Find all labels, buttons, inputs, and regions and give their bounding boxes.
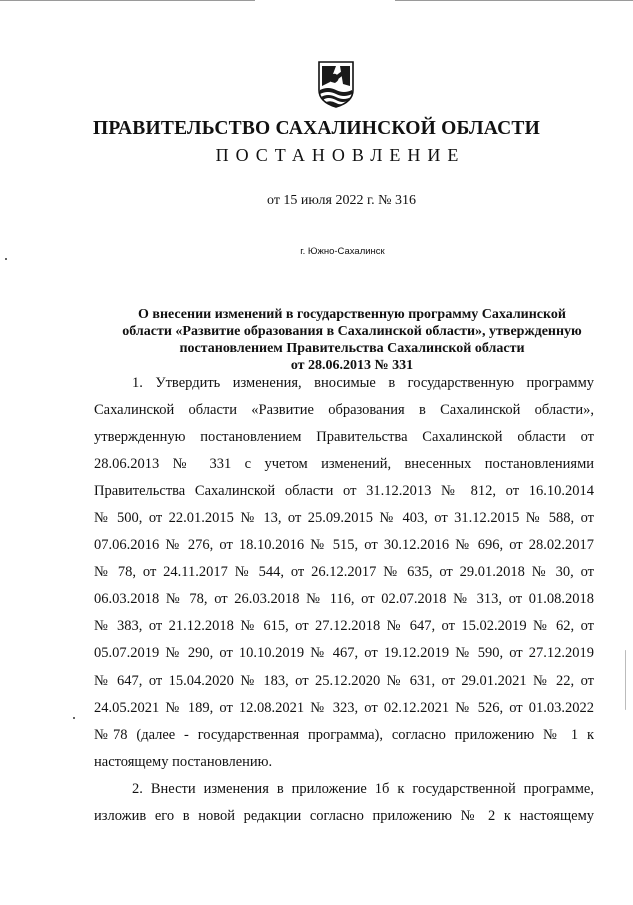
paragraph-line: утвержденную постановлением Правительства Сахалинской области от	[94, 429, 594, 446]
paragraph-line: 2. Внести изменения в приложение 1б к государственной программе,	[132, 781, 594, 797]
subject-line: О внесении изменений в государственную программу Сахалинской	[138, 307, 566, 322]
paragraph-2	[94, 776, 594, 830]
paragraph-line: № 383, от 21.12.2018 № 615, от 27.12.2018 № 647, от 15.02.2019 № 62, от	[94, 618, 594, 635]
document-subject	[95, 306, 609, 374]
paragraph-line: Правительства Сахалинской области от 31.12.2013 № 812, от 16.10.2014	[94, 483, 594, 500]
paragraph-line: 1. Утвердить изменения, вносимые в государственную программу	[132, 375, 594, 391]
scan-edge-right	[395, 0, 633, 1]
paragraph-1	[94, 370, 594, 776]
government-title: ПРАВИТЕЛЬСТВО САХАЛИНСКОЙ ОБЛАСТИ	[93, 118, 540, 139]
paragraph-line: 28.06.2013 № 331 с учетом изменений, внесенных постановлениями	[94, 456, 594, 473]
sakhalin-coat-of-arms-icon	[316, 60, 356, 108]
scan-edge-left	[0, 0, 255, 1]
paragraph-line: 07.06.2016 № 276, от 18.10.2016 № 515, от 30.12.2016 № 696, от 28.02.2017	[94, 537, 594, 554]
scan-speck	[73, 717, 75, 719]
paragraph-line: изложив его в новой редакции согласно приложению № 2 к настоящему	[94, 808, 594, 825]
paragraph-line: № 500, от 22.01.2015 № 13, от 25.09.2015 № 403, от 31.12.2015 № 588, от	[94, 510, 594, 527]
paragraph-line: 06.03.2018 № 78, от 26.03.2018 № 116, от 02.07.2018 № 313, от 01.08.2018	[94, 591, 594, 608]
paragraph-line: №78 (далее - государственная программа), согласно приложению № 1 к	[94, 726, 594, 743]
paragraph-line: 05.07.2019 № 290, от 10.10.2019 № 467, от 19.12.2019 № 590, от 27.12.2019	[94, 645, 594, 662]
scan-edge-mark	[625, 650, 626, 710]
scan-speck	[5, 258, 7, 260]
subject-line: от 28.06.2013 № 331	[290, 358, 414, 373]
paragraph-line: № 78, от 24.11.2017 № 544, от 26.12.2017 № 635, от 29.01.2018 № 30, от	[94, 564, 594, 581]
document-type: ПОСТАНОВЛЕНИЕ	[215, 145, 466, 165]
subject-line: области «Развитие образования в Сахалинской области», утвержденную	[122, 324, 582, 339]
paragraph-line: настоящему постановлению.	[94, 753, 273, 770]
subject-line: постановлением Правительства Сахалинской области	[179, 341, 525, 356]
paragraph-line: 24.05.2021 № 189, от 12.08.2021 № 323, от 02.12.2021 № 526, от 01.03.2022	[94, 699, 594, 716]
paragraph-line: Сахалинской области «Развитие образования в Сахалинской области»,	[94, 402, 594, 419]
document-city: г. Южно-Сахалинск	[300, 246, 385, 257]
document-date-number: от 15 июля 2022 г. № 316	[267, 193, 416, 208]
paragraph-line: № 647, от 15.04.2020 № 183, от 25.12.2020 № 631, от 29.01.2021 № 22, от	[94, 672, 594, 689]
